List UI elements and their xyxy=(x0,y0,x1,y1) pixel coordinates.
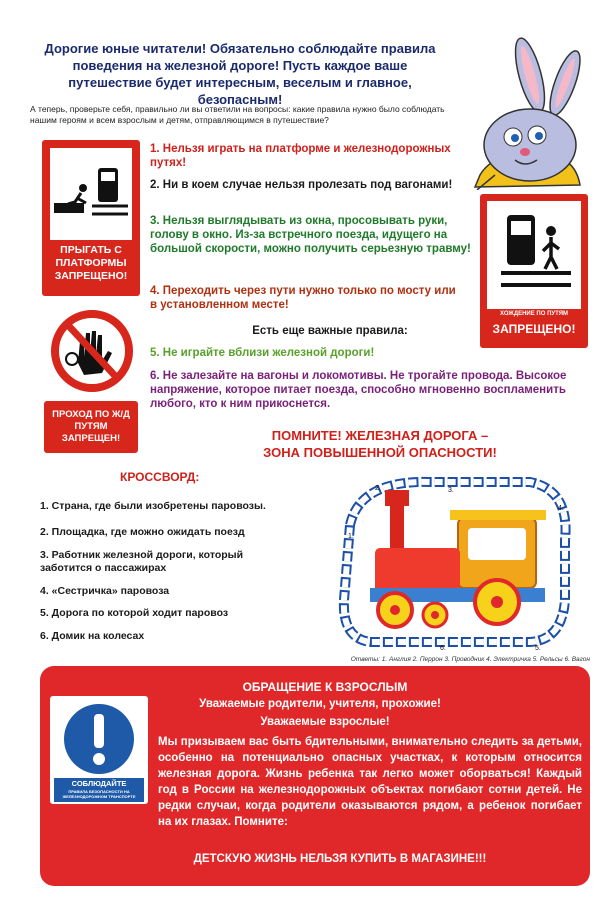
crossword-num-5: 5. xyxy=(535,645,541,652)
crossword-answers: Ответы: 1. Англия 2. Перрон 3. Проводник 4. Электричка 5. Рельсы 6. Вагон xyxy=(350,656,590,663)
sign-no-jumping-label: ПРЫГАТЬ С ПЛАТФОРМЫ ЗАПРЕЩЕНО! xyxy=(54,244,128,282)
remember-line-1: ПОМНИТЕ! ЖЕЛЕЗНАЯ ДОРОГА – xyxy=(271,428,489,443)
crossword-q2: 2. Площадка, где можно ожидать поезд xyxy=(40,526,245,538)
crossword-num-1: 1. xyxy=(348,533,354,540)
adults-body: Мы призываем вас быть бдительными, внимательно следить за детьми, особенно на потенциально опасных участках, к которым относится железная дорога. Жизнь ребенка так легко может оборваться! Каждый год в России на железнодорожных объектах погибают сотни детей. Не редки случаи, когда родители оказываются рядом, а ребенок погибает на их глазах. Помните: xyxy=(158,736,582,828)
rule-6: 6. Не залезайте на вагоны и локомотивы. Не трогайте провода. Высокое напряжение, которое питает поезда, способно мгновенно воспламенить любого, кто к ним прикоснется. xyxy=(150,370,567,410)
sign-no-walking-main: ЗАПРЕЩЕНО! xyxy=(492,322,576,336)
sign-no-walking xyxy=(480,194,588,348)
intro-note: А теперь, проверьте себя, правильно ли вы ответили на вопросы: какие правила нужно было соблюдать нашим героям и всем взрослым и детям, отправляющимся в путешествие? xyxy=(30,104,445,125)
crossword-q4: 4. «Сестричка» паровоза xyxy=(40,585,170,597)
rule-2: 2. Ни в коем случае нельзя пролезать под вагонами! xyxy=(150,179,453,191)
crossword-title: КРОССВОРД: xyxy=(120,470,200,484)
rule-3: 3. Нельзя выглядывать из окна, просовывать руки, голову в окно. Из-за встречного поезда, идущего на большой скорости, можно получить серьезную травму! xyxy=(150,215,471,255)
crossword-q6: 6. Домик на колесах xyxy=(40,630,145,642)
exclamation-icon xyxy=(62,702,136,776)
adults-subtitle-1: Уважаемые родители, учителя, прохожие! xyxy=(199,698,441,710)
crossword-num-2: 2. xyxy=(375,485,381,492)
adults-title: ОБРАЩЕНИЕ К ВЗРОСЛЫМ xyxy=(242,680,408,694)
adults-appeal-panel xyxy=(40,666,590,886)
crossword-num-3: 3. xyxy=(448,487,454,494)
badge-main-label: СОБЛЮДАЙТЕ xyxy=(71,779,127,788)
remember-warning xyxy=(220,427,540,461)
crossword-num-6: 6. xyxy=(440,645,446,652)
remember-line-2: ЗОНА ПОВЫШЕННОЙ ОПАСНОСТИ! xyxy=(263,445,497,460)
crossword-q1: 1. Страна, где были изобретены паровозы. xyxy=(40,500,266,512)
rule-4: 4. Переходить через пути нужно только по мосту или в установленном месте! xyxy=(150,285,456,311)
adults-subtitle-2: Уважаемые взрослые! xyxy=(260,716,390,728)
crossword-num-4: 4. xyxy=(558,505,564,512)
badge-sub-label: ПРАВИЛА БЕЗОПАСНОСТИ НА ЖЕЛЕЗНОДОРОЖНОМ ТРАНСПОРТЕ xyxy=(62,789,136,799)
adults-final: ДЕТСКУЮ ЖИЗНЬ НЕЛЬЗЯ КУПИТЬ В МАГАЗИНЕ!!! xyxy=(193,853,487,865)
intro-text: Дорогие юные читатели! Обязательно соблюдайте правила поведения на железной дороге! Пусть каждое ваше путешествие будет интересным, веселым и главное, безопасным! xyxy=(44,41,436,107)
crossword-q5: 5. Дорога по которой ходит паровоз xyxy=(40,607,229,619)
sign-no-jumping xyxy=(42,140,140,296)
walking-person-icon xyxy=(487,201,581,309)
sign-no-passing-label: ПРОХОД ПО Ж/Д ПУТЯМ ЗАПРЕЩЕН! xyxy=(52,409,130,444)
crossword-q3: 3. Работник железной дороги, который заботится о пассажирах xyxy=(40,549,244,574)
no-entry-hand-icon xyxy=(50,303,134,399)
crossword-train-graphic xyxy=(330,470,585,655)
rules-more-heading: Есть еще важные правила: xyxy=(252,325,408,337)
rabbit-mascot-icon xyxy=(455,35,595,190)
sign-no-walking-title: ХОЖДЕНИЕ ПО ПУТЯМ xyxy=(499,311,569,317)
sign-no-passing xyxy=(44,303,138,453)
rule-1: 1. Нельзя играть на платформе и железнодорожных путях! xyxy=(150,143,451,169)
rule-5: 5. Не играйте вблизи железной дороги! xyxy=(150,347,375,359)
jumping-person-icon xyxy=(50,148,132,240)
